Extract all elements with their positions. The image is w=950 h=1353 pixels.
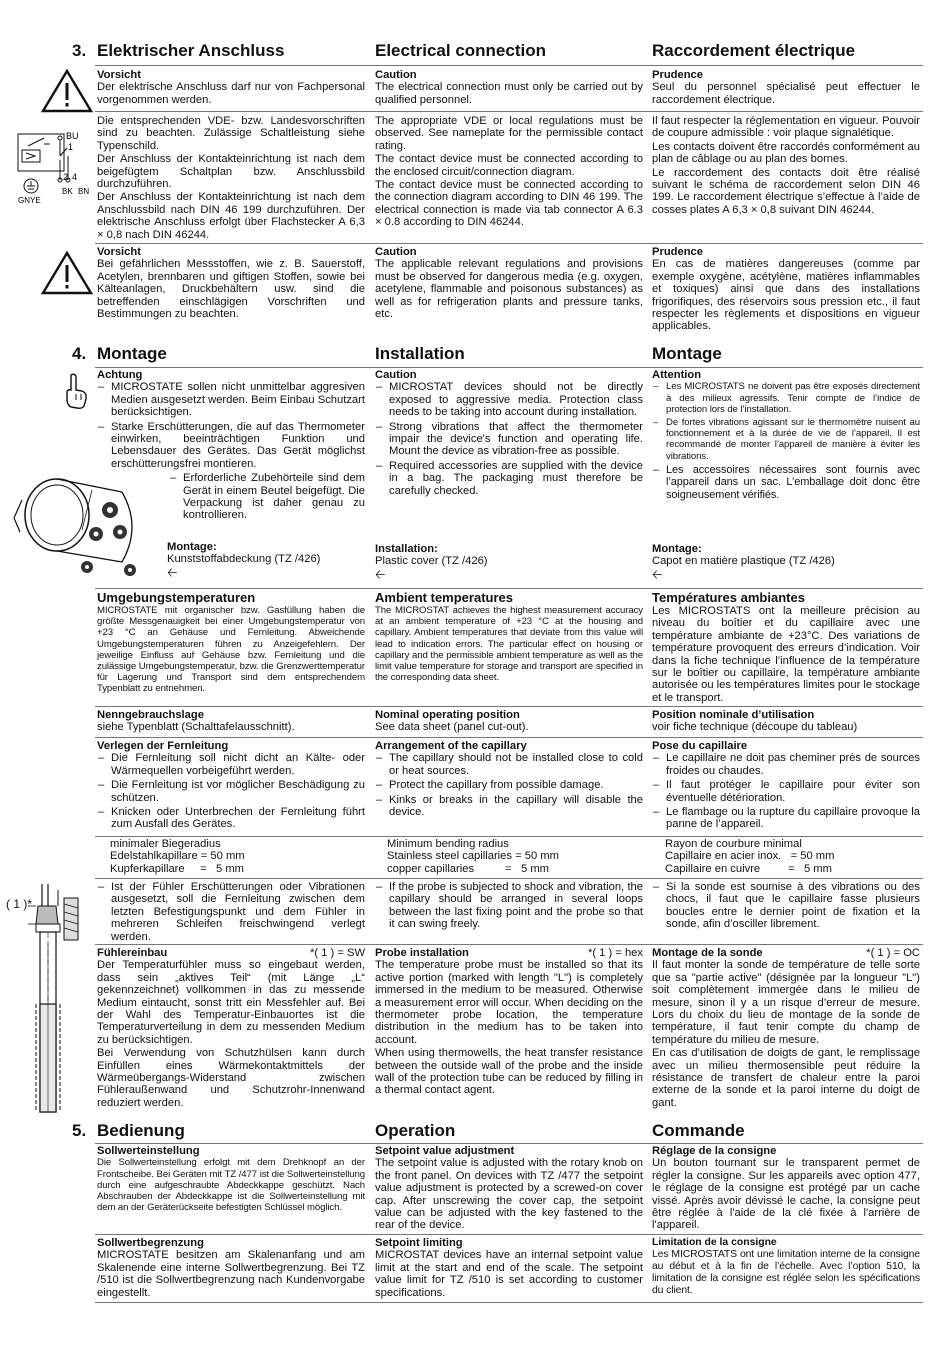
bend-radius-en: Minimum bending radius Stainless steel capillaries = 50 mm copper capillaries = 5 mm <box>387 838 559 875</box>
section-5-title-de: Bedienung <box>97 1121 185 1140</box>
probe-illustration <box>28 884 96 1119</box>
section-4-title-en: Installation <box>375 344 465 363</box>
bend-radius-de: minimaler Biegeradius Edelstahlkapillare = 50 mm Kupferkapillare = 5 mm <box>110 838 245 875</box>
label-bu: BU <box>66 131 79 141</box>
probe-installation-fr: Montage de la sonde *( 1 ) = OC Il faut monter la sonde de température de telle sorte que sa "partie active" (désignée par la longueur "L") soit complètement immergée dans le milieu de mesure, sinon il y a un risque d’erreur de mesure. Lors du choix du lieu de montage de la sonde de température, il faut tenir compte du champ de température du milieu de mesure. En cas d’utilisation de doigts de gant, le remplissage avec un milieu thermosensible peut réduire la résistance de transfert de chaleur entre la paroi externe de la sonde et la paroi interne du doigt de gant. <box>652 947 920 1109</box>
label-2: 2 <box>63 172 69 182</box>
caution2-en: Caution The applicable relevant regulations and provisions must be observed for dangerous media (e.g. oxygen, acetylene, flammable and poisonous substances) as well as for refrigeration plants and pressure tanks, etc. <box>375 246 643 321</box>
section-4-title-fr: Montage <box>652 344 722 363</box>
section-4-number: 4. <box>72 344 87 363</box>
warning-icon <box>40 68 94 114</box>
bend-radius-fr: Rayon de courbure minimal Capillaire en acier inox. = 50 mm Capillaire en cuivre = 5 mm <box>665 838 835 875</box>
section-4-title-de: Montage <box>97 344 167 363</box>
wiring-diagram <box>8 128 98 208</box>
vibration-fr: – Si la sonde est soumise à des vibrations ou des chocs, il faut que le capillaire fasse plusieurs boucles entre le dernier point de fixation et la sonde, afin d’osciller librement. <box>652 881 920 933</box>
divider <box>95 878 923 879</box>
caution2-fr: Prudence En cas de matières dangereuses (comme par exemple oxygène, acétylène, matières inflammables et toxiques) ainsi que dans des installations frigorifiques, des réservoirs sous pression etc., il faut respecter les règlements et dispositions en vigueur applicables. <box>652 246 920 333</box>
label-bk: BK <box>62 187 73 196</box>
divider <box>95 1234 923 1235</box>
divider <box>95 243 923 244</box>
divider <box>95 1143 923 1144</box>
ambient-de: Umgebungstemperaturen MICROSTATE mit organischer bzw. Gasfüllung haben die größte Messgenauigkeit bei einer Umgebungstemperatur von +23 °C an Gehäuse und Fernleitung. Abweichende Umgebungstemperaturen führen zu Anzeigefehlern. Der jeweilige Einfluss auf Gehäuse bzw. Fernleitung und die zulässige Umgebungstemperatur, bzw. die Grenzwerttemperatur für Lagerung und Transport sind dem entsprechendem Typenblatt zu entnehmen. <box>97 590 365 695</box>
label-gnye: GNYE <box>18 196 41 205</box>
caution1-en: Caution The electrical connection must only be carried out by qualified personnel. <box>375 69 643 106</box>
capillary-en: Arrangement of the capillary – The capillary should not be installed close to cold or heat sources. – Protect the capillary from possible damage. – Kinks or breaks in the capillary will disable the device. <box>375 740 643 820</box>
attention-fr: Attention – Les MICROSTATS ne doivent pas être exposés directement à des milieux agressifs. Tenir compte de l’indice de protection lors de l’installation. – De fortes vibrations agissant sur le thermomètre nuisent au fonctionnement et à la durée de vie de l’appareil. Il est recommandé de monter l’appareil de manière à éviter les vibrations. – Les accessoires nécessaires sont fournis avec l’appareil dans un sac. L’emballage doit donc être soigneusement vérifiés. <box>652 369 920 503</box>
caution1-de: Vorsicht Der elektrische Anschluss darf nur von Fachpersonal vorgenommen werden. <box>97 69 365 106</box>
setpoint-en: Setpoint value adjustment The setpoint value is adjusted with the rotary knob on the front panel. On devices with TZ /477 the setpoint value adjustment is protected by a screwed-on cover cap. After unscrewing the cover cap, the setpoint value can be adjusted with the key fastened to the rear of the device. <box>375 1145 643 1232</box>
label-4: 4 <box>72 172 78 182</box>
divider <box>95 588 923 589</box>
section-5-title-fr: Commande <box>652 1121 745 1140</box>
setpoint-fr: Réglage de la consigne Un bouton tournant sur le transparent permet de régler la consigne. Sur les appareils avec option 477, le réglage de la consigne est protégé par un cache vissé. Après avoir dévissé le cache, la consigne peut être réglée à l'aide de la clé fixée à l'arrière de l'appareil. <box>652 1145 920 1232</box>
caution2-de: Vorsicht Bei gefährlichen Messstoffen, wie z. B. Sauerstoff, Acetylen, brennbaren und giftigen Stoffen, sowie bei Kälteanlagen, Druckbehältern usw. sind die betreffenden einschlägigen Vorschriften und Bestimmungen zu beachten. <box>97 246 365 321</box>
nominal-de: Nenngebrauchslage siehe Typenblatt (Schalttafelausschnitt). <box>97 709 295 734</box>
section-3-title-de: Elektrischer Anschluss <box>97 41 285 60</box>
nominal-en: Nominal operating position See data sheet (panel cut-out). <box>375 709 529 734</box>
ambient-fr: Températures ambiantes Les MICROSTATS ont la meilleure précision au niveau du boîtier et du capillaire avec une température ambiante de +23°C. Des variations de température provoquent des erreurs d’indication. Voir dans la fiche technique l’influence de la température sur le boîtier ou capillaire, la température ambiante autorisée ou les températures limites pour le stockage et le transport. <box>652 590 921 704</box>
divider <box>95 737 923 738</box>
probe-installation-de: Fühlereinbau *( 1 ) = SW Der Temperaturfühler muss so eingebaut werden, dass sein „aktives Teil“ (mit Länge „L“ gekennzeichnet) vollkommen in das zu messende Medium eintaucht, sonst tritt ein Messfehler auf. Bei der Wahl des Temperatur-Einbauortes ist die Temperaturverteilung in dem zu messenden Medium zu berücksichtigen. Bei Verwendung von Schutzhülsen kann durch Einfüllen eines Wärmekontaktmittels der Wärmeübergangs-Widerstand zwischen Fühleraußenwand und Schutzrohr-Innenwand reduziert werden. <box>97 947 365 1109</box>
vibration-de: – Ist der Fühler Erschütterungen oder Vibrationen ausgesetzt, soll die Fernleitung zwischen dem letzten Befestigungspunkt und dem Fühler in mehreren Schleifen freischwingend verlegt werden. <box>97 881 365 945</box>
vibration-en: – If the probe is subjected to shock and vibration, the capillary should be arranged in several loops between the last fixing point and the probe so that it can swing freely. <box>375 881 643 933</box>
mounting-fr: Montage: Capot en matière plastique (TZ /426) 🡠 <box>652 543 920 582</box>
connection-fr: Il faut respecter la réglementation en vigueur. Pouvoir de coupure admissible : voir plaque signalétique. Les contacts doivent être raccordés conformément au plan de câblage ou au plan des bornes. Le raccordement des contacts doit être réalisé suivant le schéma de raccordement selon DIN 46 199. Le raccordement électrique s’effectue à l’aide de cosses plates A 6,3 × 0,8 suivant DIN 46244. <box>652 115 920 216</box>
warning-icon <box>40 250 94 296</box>
divider <box>95 836 923 837</box>
divider <box>95 111 923 112</box>
attention-en: Caution – MICROSTAT devices should not be directly exposed to aggressive media. Protection class needs to be taking into account during installation. – Strong vibrations that affect the thermometer impair the device's function and operating life. Mount the device as vibration-free as possible. – Required accessories are supplied with the device in a bag. The packaging must therefore be carefully checked. <box>375 369 643 499</box>
nominal-fr: Position nominale d’utilisation voir fiche technique (découpe du tableau) <box>652 709 858 734</box>
mounting-en: Installation: Plastic cover (TZ /426) 🡠 <box>375 543 643 582</box>
caution1-fr: Prudence Seul du personnel spécialisé peut effectuer le raccordement électrique. <box>652 69 920 106</box>
capillary-fr: Pose du capillaire – Le capillaire ne doit pas cheminer près de sources froides ou chaudes. – Il faut protéger le capillaire pour éviter son éventuelle détérioration. – Le flambage ou la rupture du capillaire provoque la panne de l’appareil. <box>652 740 920 833</box>
probe-installation-en: Probe installation *( 1 ) = hex The temperature probe must be installed so that its active portion (marked with length "L") is completely immersed in the medium to be measured. Otherwise a measurement error will occur. When deciding on the thermometer probe location, the temperature distribution in the medium has to be taken into account. When using thermowells, the heat transfer resistance between the outside wall of the probe and the inside wall of the protection tube can be reduced by filling in a thermal contact agent. <box>375 947 643 1097</box>
setpoint-limit-de: Sollwertbegrenzung MICROSTATE besitzen am Skalenanfang und am Skalenende eine interne Sollwertbegrenzung. Bei TZ /510 ist die Sollwertbegrenzung nach Kundenvorgabe eingestellt. <box>97 1237 365 1299</box>
arrow-left-icon: 🡠 <box>652 566 663 582</box>
arrow-left-icon: 🡠 <box>167 564 178 580</box>
arrow-left-icon: 🡠 <box>375 566 386 582</box>
section-3-title-fr: Raccordement électrique <box>652 41 856 60</box>
divider <box>95 1302 923 1303</box>
label-1: 1 <box>68 142 74 152</box>
setpoint-limit-fr: Limitation de la consigne Les MICROSTATS ont une limitation interne de la consigne au début et à la fin de l’échelle. Avec l’option 510, la limitation de la consigne est réglée selon les spécifications du client. <box>652 1237 920 1297</box>
divider <box>95 65 923 66</box>
capillary-de: Verlegen der Fernleitung – Die Fernleitung soll nicht dicht an Kälte- oder Wärmequellen vorbeigeführt werden. – Die Fernleitung ist vor möglicher Beschädigung zu schützen. – Knicken oder Unterbrechen der Fernleitung führt zum Ausfall des Gerätes. <box>97 740 365 833</box>
label-bn: BN <box>78 187 90 196</box>
section-5-title-en: Operation <box>375 1121 456 1140</box>
divider <box>95 706 923 707</box>
section-3-number: 3. <box>72 41 87 60</box>
probe-figure-label: ( 1 )* <box>6 897 33 911</box>
pointing-hand-icon <box>62 372 90 410</box>
divider <box>95 367 923 368</box>
divider <box>95 944 923 945</box>
ambient-en: Ambient temperatures The MICROSTAT achieves the highest measurement accuracy at an ambient temperature of +23 °C at the housing and capillary. Ambient temperatures that deviate from this value will lead to indication errors. The particular effect on housing or capillary and the permissible ambient temperature as well as the limit value temperature for storage and transport are specified in the corresponding data sheet. <box>375 590 643 684</box>
section-5-number: 5. <box>72 1121 87 1140</box>
attention-de: Achtung – MICROSTATE sollen nicht unmittelbar aggresiven Medien ausgesetzt werden. Beim Einbau Schutzart berücksichtigen. – Starke Erschütterungen, die auf das Thermometer einwirken, beeinträchtigen Funktion und Lebensdauer des Gerätes. Das Gerät möglichst erschütterungsfrei montieren. – Erforderliche Zubehörteile sind dem Gerät in einem Beutel beigefügt. Die Verpackung ist daher genau zu kontrollieren. <box>97 369 365 524</box>
connection-en: The appropriate VDE or local regulations must be observed. See nameplate for the permissible contact rating. The contact device must be connected according to the enclosed circuit/connection diagram. The contact device must be connected according to the connection diagram according to DIN 46 199. The electrical connection is made via tab connector A 6.3 × 0.8 according to DIN 46244. <box>375 115 643 229</box>
setpoint-de: Sollwerteinstellung Die Sollwerteinstellung erfolgt mit dem Drehknopf an der Frontscheibe. Bei Geräten mit TZ /477 ist die Sollwerteinstellung durch eine aufgeschraubte Abdeckkappe geschützt. Nach Abschrauben der Abdeckkappe ist die Sollwerteinstellung mit dem an der Geräterückseite befestigten Schlüssel möglich. <box>97 1145 365 1214</box>
mounting-de: Montage: Kunststoffabdeckung (TZ /426) 🡠 <box>97 541 365 580</box>
setpoint-limit-en: Setpoint limiting MICROSTAT devices have an internal setpoint value limit at the start and end of the scale. The setpoint value limit for TZ /510 is set according to customer specifications. <box>375 1237 643 1299</box>
section-3-title-en: Electrical connection <box>375 41 546 60</box>
connection-de: Die entsprechenden VDE- bzw. Landesvorschriften sind zu beachten. Zulässige Schaltleistung siehe Typenschild. Der Anschluss der Kontakteinrichtung ist nach dem beigefügtem Schaltplan bzw. Anschlussbild durchzuführen. Der Anschluss der Kontakteinrichtung ist nach dem Anschlussbild nach DIN 46 199 durchzuführen. Der elektrische Anschluss erfolgt über Flachstecker A 6,3 × 0,8 nach DIN 46244. <box>97 115 365 241</box>
